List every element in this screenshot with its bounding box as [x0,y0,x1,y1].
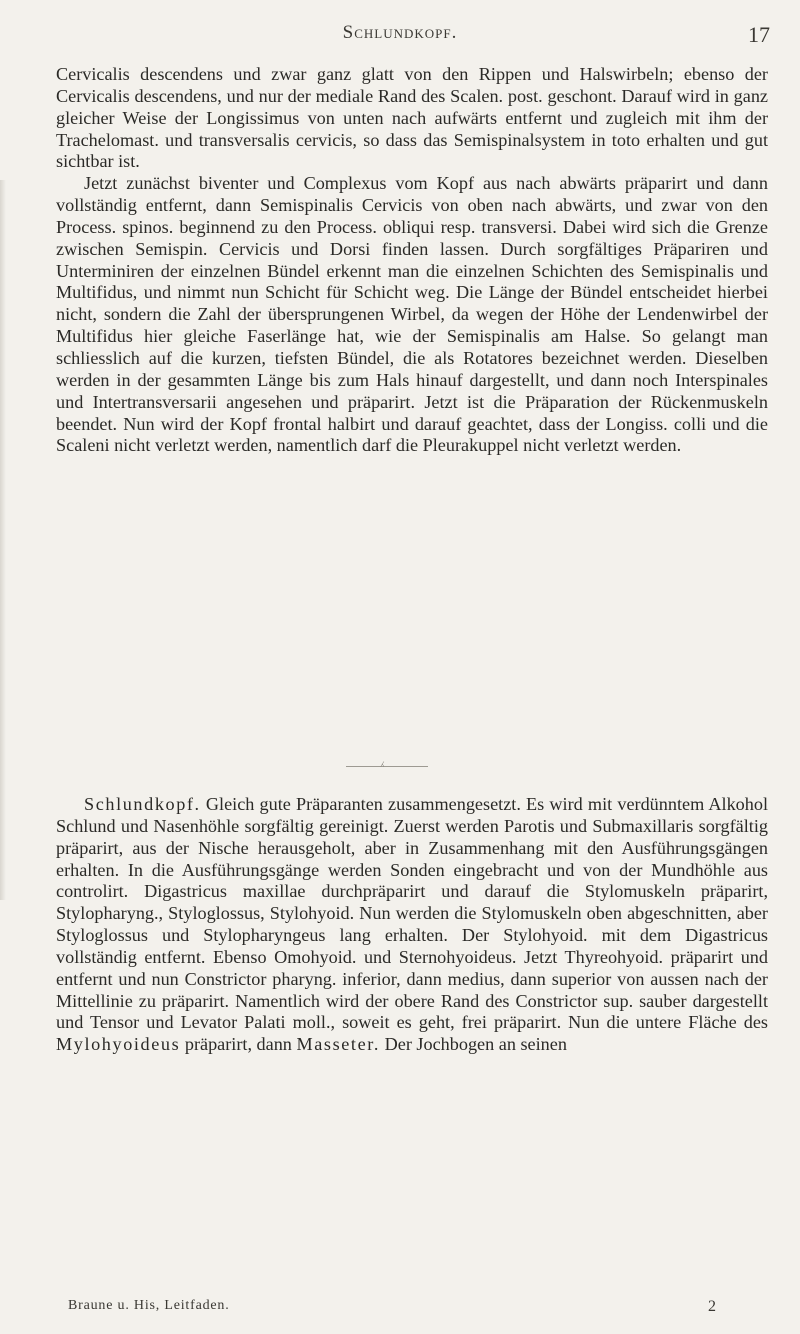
section-divider [346,766,428,767]
paragraph-2: Jetzt zunächst biventer und Complexus vom Kopf aus nach abwärts präparirt und dann vollständig entfernt, dann Semispinalis Cervicis von oben nach abwärts, und zwar von den Process. spinos. beginnend zu den Process. obliqui resp. transversi. Dabei wird sich die Grenze zwischen Semispin. Cervicis und Dorsi finden lassen. Durch sorgfältiges Präpariren und Unterminiren der einzelnen Bündel erkennt man die einzelnen Schichten des Semispinalis und Multifidus, und nimmt nun Schicht für Schicht weg. Die Länge der Bündel entscheidet hierbei nicht, sondern die Zahl der übersprungenen Wirbel, da wegen der Höhe der Lendenwirbel der Multifidus hier gleiche Faserlänge hat, wie der Semispinalis am Halse. So gelangt man schliesslich auf die kurzen, tiefsten Bündel, die als Rotatores bezeichnet werden. Dieselben werden in der gesammten Länge bis zum Hals hinauf dargestellt, und dann noch Interspinales und Intertransversarii angesehen und präparirt. Jetzt ist die Präparation der Rückenmuskeln beendet. Nun wird der Kopf frontal halbirt und darauf geachtet, dass der Longiss. colli und die Scaleni nicht verletzt werden, namentlich darf die Pleurakuppel nicht verletzt werden. [56,173,768,456]
last-line-mid: präparirt, dann [180,1034,297,1055]
running-title: Schlundkopf. [342,22,458,43]
paragraph-3 [56,794,768,1056]
gutter-shadow [0,180,6,900]
term-mylohyoideus: Mylohyoideus [56,1034,181,1055]
page-footer [68,1298,728,1318]
last-line-end: Der Jochbogen an seinen [380,1034,567,1055]
running-head [0,22,800,48]
section-2-text [56,794,768,1056]
signature-mark: 2 [708,1298,716,1315]
section-2-body: Gleich gute Präparanten zusammengesetzt. Es wird mit verdünntem Alkohol Schlund und Nasenhöhle sorgfältig gereinigt. Zuerst werden Parotis und Submaxillaris sorgfältig präparirt, aus der Nische herausgeholt, aber in Zusammenhang mit den Ausführungsgängen erhalten. In die Ausführungsgänge werden Sonden eingebracht und von der Mundhöhle aus controlirt. Digastricus maxillae durchpräparirt und darauf die Stylomuskeln präparirt, Stylopharyng., Styloglossus, Stylohyoid. Nun werden die Stylomuskeln oben abgeschnitten, aber Styloglossus und Stylopharyngeus lang erhalten. Der Stylohyoid. mit dem Digastricus vollständig entfernt. Ebenso Omohyoid. und Sternohyoideus. Jetzt Thyreohyoid. präparirt und entfernt und nun Constrictor pharyng. inferior, dann medius, dann superior von aussen nach der Mittellinie zu präparirt. Namentlich wird der obere Rand des Constrictor sup. sauber dargestellt und Tensor und Levator Palati moll., soweit es geht, frei präparirt. Nun die untere Fläche des [56,794,769,1033]
divider-mark: ⁁ [381,755,384,767]
footer-reference: Braune u. His, Leitfaden. [68,1298,230,1313]
section-1-text [56,64,768,457]
page-number: 17 [748,22,770,47]
term-masseter: Masseter. [296,1034,381,1055]
section-heading: Schlundkopf. [84,794,201,814]
paragraph-1: Cervicalis descendens und zwar ganz glatt von den Rippen und Halswirbeln; ebenso der Cervicalis descendens, und nur der mediale Rand des Scalen. post. geschont. Darauf wird in ganz gleicher Weise der Longissimus von unten nach aufwärts entfernt und zugleich mit ihm der Trachelomast. und transversalis cervicis, so dass das Semispinalsystem in toto erhalten und gut sichtbar ist. [56,64,768,172]
